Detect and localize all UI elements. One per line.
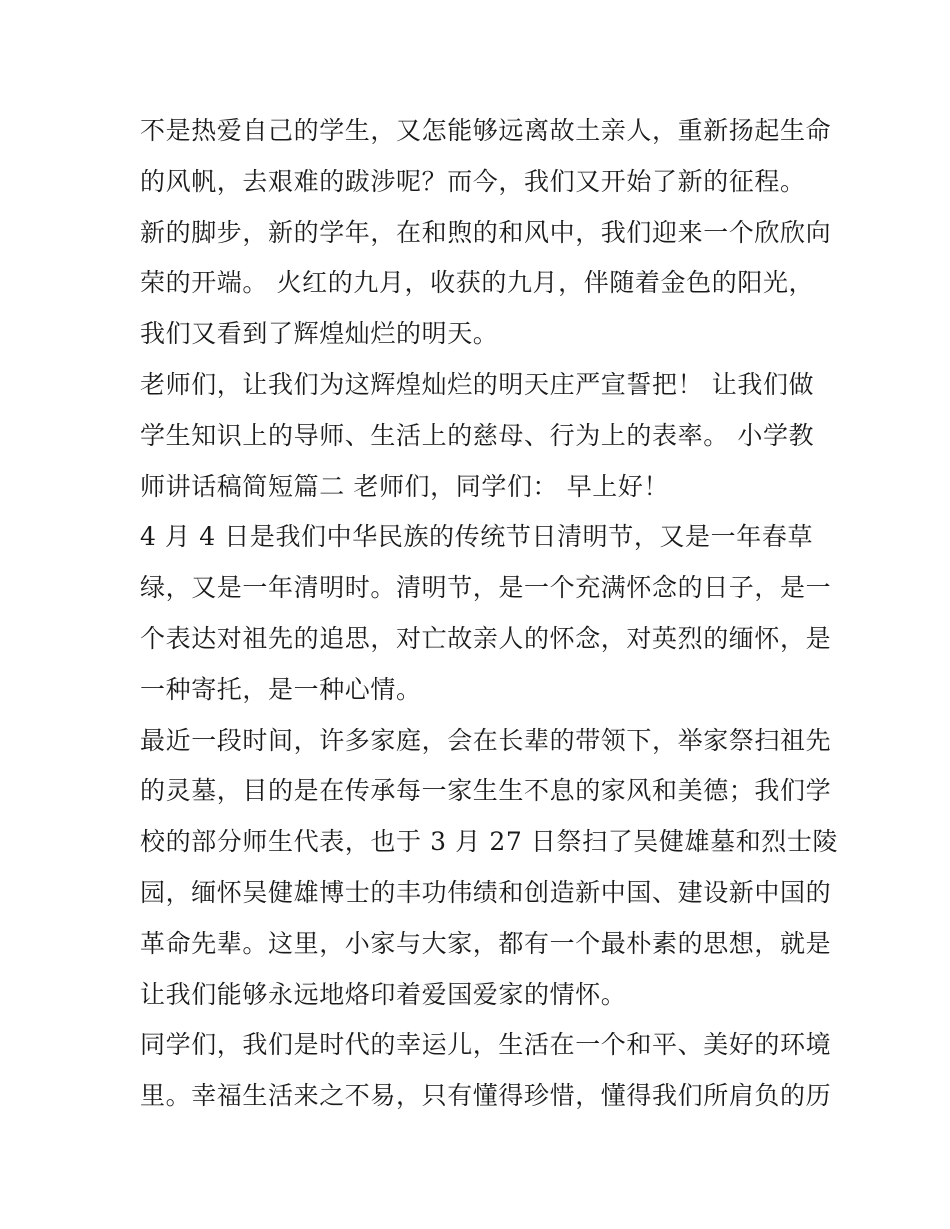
text-line: 的灵墓，目的是在传承每一家生生不息的家风和美德；我们学 — [140, 776, 832, 806]
text-line: 让我们能够永远地烙印着爱国爱家的情怀。 — [140, 979, 627, 1009]
document-body — [140, 106, 839, 1122]
text-line: 荣的开端。 火红的九月，收获的九月，伴随着金色的阳光， — [140, 268, 815, 298]
text-line: 革命先辈。这里，小家与大家，都有一个最朴素的思想，就是 — [140, 928, 832, 958]
text-line: 不是热爱自己的学生，又怎能够远离故土亲人，重新扬起生命 — [140, 116, 832, 145]
text-line: 4 月 4 日是我们中华民族的传统节日清明节，又是一年春草 — [140, 522, 814, 552]
text-line: 里。幸福生活来之不易，只有懂得珍惜，懂得我们所肩负的历 — [140, 1081, 832, 1111]
text-line: 园，缅怀吴健雄博士的丰功伟绩和创造新中国、建设新中国的 — [140, 877, 832, 907]
text-line: 一种寄托，是一种心情。 — [140, 674, 422, 704]
text-line: 绿，又是一年清明时。清明节，是一个充满怀念的日子，是一 — [140, 573, 832, 603]
text-line: 学生知识上的导师、生活上的慈母、行为上的表率。 小学教 — [140, 420, 815, 450]
text-line: 校的部分师生代表，也于 3 月 27 日祭扫了吴健雄墓和烈士陵 — [140, 827, 839, 857]
text-line: 个表达对祖先的追思，对亡故亲人的怀念，对英烈的缅怀，是 — [140, 623, 832, 653]
text-line: 我们又看到了辉煌灿烂的明天。 — [140, 319, 499, 349]
text-line: 同学们，我们是时代的幸运儿，生活在一个和平、美好的环境 — [140, 1030, 832, 1060]
text-line: 的风帆，去艰难的跋涉呢？而今，我们又开始了新的征程。 — [140, 166, 806, 196]
text-line: 师讲话稿简短篇二 老师们，同学们： 早上好！ — [140, 471, 670, 501]
text-line: 老师们，让我们为这辉煌灿烂的明天庄严宣誓把！ 让我们做 — [140, 369, 815, 399]
text-line: 最近一段时间，许多家庭，会在长辈的带领下，举家祭扫祖先 — [140, 725, 832, 755]
text-line: 新的脚步，新的学年，在和煦的和风中，我们迎来一个欣欣向 — [140, 217, 832, 247]
